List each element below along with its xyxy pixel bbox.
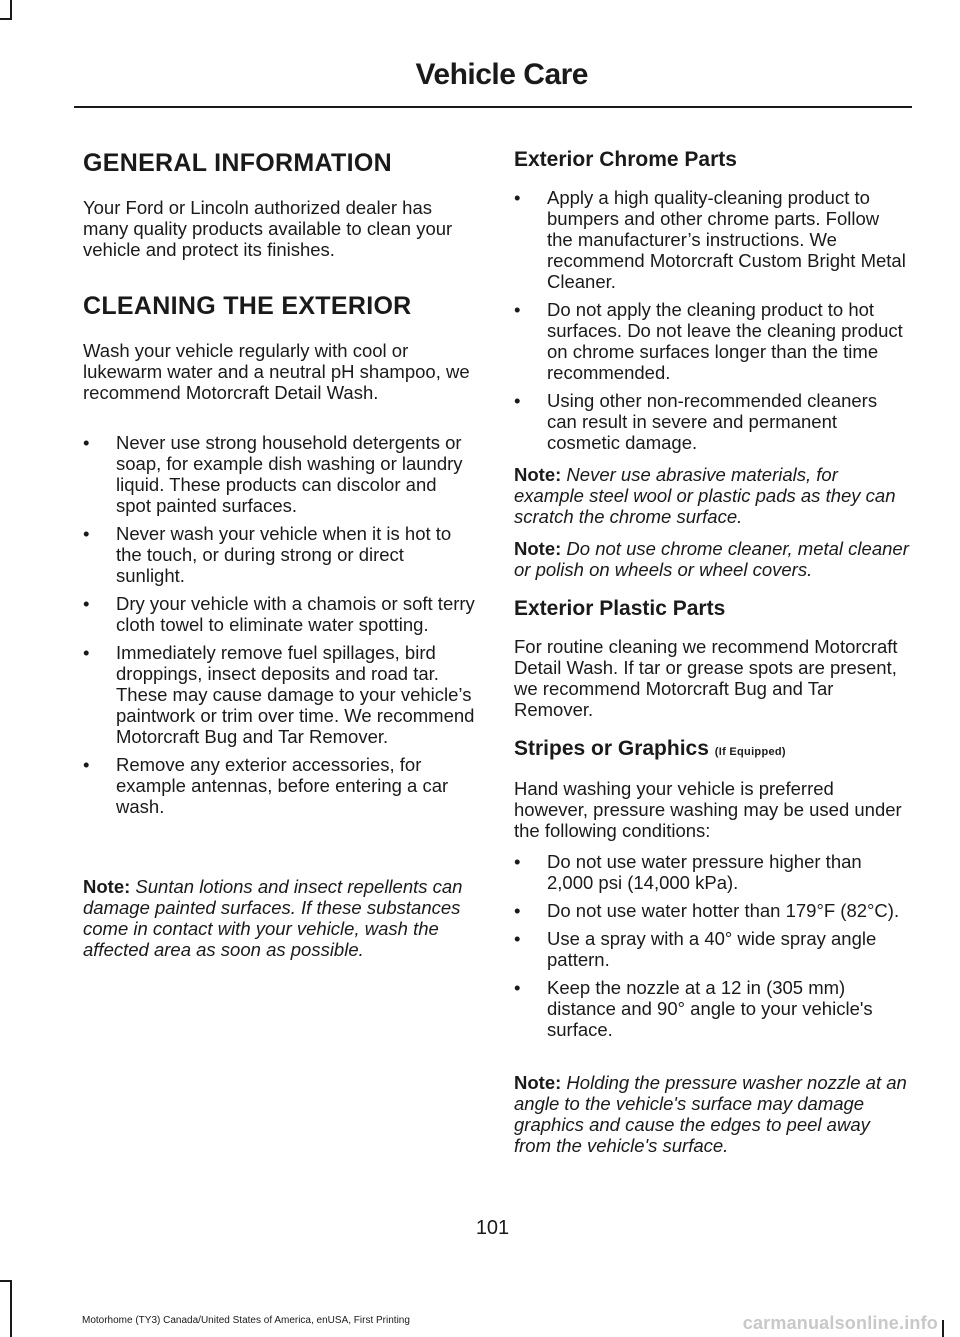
bullet-icon: •: [83, 523, 90, 544]
list-item-text: Never wash your vehicle when it is hot to the touch, or during strong or direct sunlight.: [116, 523, 452, 586]
bullet-icon: •: [514, 977, 521, 998]
note-label: Note:: [514, 1072, 562, 1093]
page-number: 101: [475, 1217, 510, 1239]
list-item-text: Do not apply the cleaning product to hot surfaces. Do not leave the cleaning product on chrome surfaces longer than the time recommended.: [547, 299, 903, 383]
paragraph: Hand washing your vehicle is preferred however, pressure washing may be used under the following conditions:: [514, 778, 902, 841]
section-heading: GENERAL INFORMATION: [83, 149, 392, 177]
bullet-icon: •: [83, 754, 90, 775]
list-item: [83, 642, 475, 747]
crop-mark-top-left-h: [0, 18, 12, 20]
subsection-heading: Exterior Chrome Parts: [514, 148, 737, 171]
bullet-icon: •: [514, 851, 521, 872]
list-item: [514, 851, 909, 893]
note-text: Suntan lotions and insect repellents can damage painted surfaces. If these substances come in contact with your vehicle, wash the affected area as soon as possible.: [83, 876, 463, 960]
crop-mark-top-left-v: [10, 0, 12, 18]
section-cleaning-exterior: [83, 291, 475, 321]
plastic-text-block: [514, 636, 909, 720]
section-general-information: [83, 148, 475, 178]
bullet-icon: •: [514, 187, 521, 208]
list-item-text: Remove any exterior accessories, for example antennas, before entering a car wash.: [116, 754, 449, 817]
bullet-icon: •: [83, 432, 90, 453]
note-text: Never use abrasive materials, for example steel wool or plastic pads as they can scratch the chrome surface.: [514, 464, 896, 527]
footer-text: Motorhome (TY3) Canada/United States of America, enUSA, First Printing: [82, 1315, 410, 1326]
list-item-text: Do not use water hotter than 179°F (82°C).: [547, 900, 900, 921]
stripes-bullet-list: [514, 851, 909, 1040]
list-item: [514, 928, 909, 970]
list-item: [83, 432, 475, 516]
bullet-icon: •: [514, 928, 521, 949]
header-divider: [74, 106, 912, 108]
bullet-icon: •: [514, 900, 521, 921]
note-text: Do not use chrome cleaner, metal cleaner or polish on wheels or wheel covers.: [514, 538, 909, 580]
stripes-note: [514, 1072, 909, 1156]
section-stripes-graphics: [514, 736, 909, 765]
list-item: [514, 299, 909, 383]
crop-mark-bottom-right-v: [942, 1320, 944, 1337]
list-item: [514, 977, 909, 1040]
list-item: [514, 187, 909, 292]
list-item-text: Dry your vehicle with a chamois or soft terry cloth towel to eliminate water spotting.: [116, 593, 475, 635]
crop-mark-bottom-left-v: [10, 1280, 12, 1337]
subsection-heading: Stripes or Graphics: [514, 737, 709, 760]
bullet-icon: •: [83, 642, 90, 663]
paragraph: For routine cleaning we recommend Motorcraft Detail Wash. If tar or grease spots are present, we recommend Motorcraft Bug and Tar Remover.: [514, 636, 898, 720]
watermark: carmanualsonline.info: [742, 1313, 938, 1333]
list-item: [514, 390, 909, 453]
bullet-icon: •: [83, 593, 90, 614]
if-equipped-label: (If Equipped): [714, 746, 786, 758]
chrome-note-2: [514, 538, 909, 580]
bullet-icon: •: [514, 390, 521, 411]
list-item-text: Do not use water pressure higher than 2,000 psi (14,000 kPa).: [547, 851, 862, 893]
list-item: [514, 900, 909, 921]
crop-mark-bottom-left-h: [0, 1280, 12, 1282]
paragraph: Wash your vehicle regularly with cool or lukewarm water and a neutral pH shampoo, we recommend Motorcraft Detail Wash.: [83, 340, 470, 403]
stripes-intro-block: [514, 778, 909, 841]
exterior-bullet-list: [83, 432, 475, 817]
section-heading: CLEANING THE EXTERIOR: [83, 292, 412, 320]
list-item-text: Apply a high quality-cleaning product to bumpers and other chrome parts. Follow the manufacturer’s instructions. We recommend Motorcraft Custom Bright Metal Cleaner.: [547, 187, 906, 292]
list-item: [83, 523, 475, 586]
page-title: Vehicle Care: [415, 58, 588, 91]
paragraph: Your Ford or Lincoln authorized dealer has many quality products available to clean your vehicle and protect its finishes.: [83, 197, 453, 260]
list-item: [83, 593, 475, 635]
note-label: Note:: [514, 538, 562, 559]
note-label: Note:: [83, 876, 131, 897]
list-item-text: Never use strong household detergents or soap, for example dish washing or laundry liquid. These products can discolor and spot painted surfaces.: [116, 432, 463, 516]
section-exterior-plastic-parts: [514, 596, 909, 622]
chrome-bullet-list: [514, 187, 909, 453]
note-label: Note:: [514, 464, 562, 485]
list-item-text: Use a spray with a 40° wide spray angle pattern.: [547, 928, 877, 970]
exterior-note: [83, 876, 475, 960]
exterior-intro-block: [83, 340, 475, 403]
list-item-text: Using other non-recommended cleaners can result in severe and permanent cosmetic damage.: [547, 390, 878, 453]
general-text-block: [83, 197, 475, 260]
section-exterior-chrome-parts: [514, 147, 909, 173]
note-text: Holding the pressure washer nozzle at an angle to the vehicle's surface may damage graphics and cause the edges to peel away from the vehicle's surface.: [514, 1072, 907, 1156]
list-item-text: Keep the nozzle at a 12 in (305 mm) distance and 90° angle to your vehicle's surface.: [547, 977, 873, 1040]
subsection-heading: Exterior Plastic Parts: [514, 597, 726, 620]
list-item: [83, 754, 475, 817]
list-item-text: Immediately remove fuel spillages, bird droppings, insect deposits and road tar. These may cause damage to your vehicle’s paintwork or trim over time. We recommend Motorcraft Bug and Tar Remover.: [116, 642, 475, 747]
chrome-note-1: [514, 464, 909, 527]
bullet-icon: •: [514, 299, 521, 320]
